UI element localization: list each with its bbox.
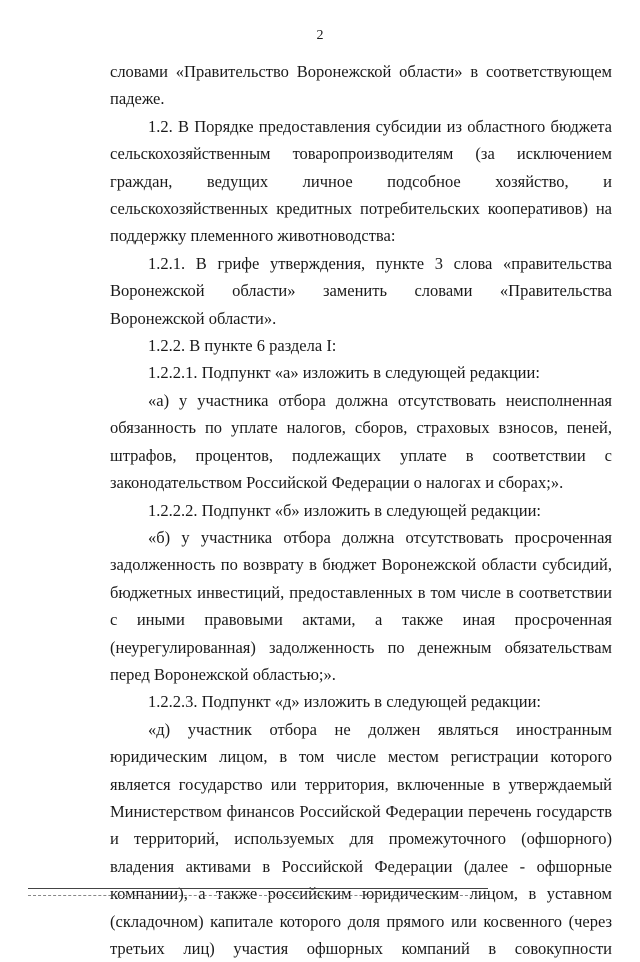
paragraph-subitem-b: «б) у участника отбора должна отсутствовать просроченная задолженность по возврату в бюджет Воронежской области субсидий, бюджетных инвестиций, предоставленных в том числе в соответствии с иными правовыми актами, а также иная просроченная (неурегулированная) задолженность по денежным обязательствам перед Воронежской областью;». — [110, 527, 612, 684]
footer-rule — [28, 888, 488, 889]
document-body — [110, 58, 612, 962]
footer-rule-secondary — [28, 895, 488, 896]
paragraph-continuation: словами «Правительство Воронежской области» в соответствующем падеже. — [110, 62, 612, 109]
paragraph-subitem-d: «д) участник отбора не должен являться иностранным юридическим лицом, в том числе местом регистрации которого является государство или территория, включенные в утверждаемый Министерством финансов Российской Федерации перечень государств и территорий, используемых для промежуточного (офшорного) владения активами в Российской Федерации (далее - офшорные компании), а также российским юридическим лицом, в уставном (складочном) капитале которого доля прямого или косвенного (через третьих лиц) участия офшорных компаний в совокупности — [110, 719, 612, 958]
paragraph-1-2-1: 1.2.1. В грифе утверждения, пункте 3 слова «правительства Воронежской области» заменить словами «Правительства Воронежской области». — [110, 253, 612, 328]
paragraph-subitem-a: «а) у участника отбора должна отсутствовать неисполненная обязанность по уплате налогов, сборов, страховых взносов, пеней, штрафов, процентов, подлежащих уплате в соответствии с законодательством Российской Федерации о налогах и сборах;». — [110, 390, 612, 493]
paragraph-1-2-2-2: 1.2.2.2. Подпункт «б» изложить в следующей редакции: — [148, 500, 541, 520]
paragraph-1-2-2-3: 1.2.2.3. Подпункт «д» изложить в следующей редакции: — [148, 692, 541, 712]
paragraph-1-2-2: 1.2.2. В пункте 6 раздела I: — [148, 336, 337, 356]
page-number: 2 — [316, 28, 324, 43]
paragraph-1-2: 1.2. В Порядке предоставления субсидии из областного бюджета сельскохозяйственным товаропроизводителям (за исключением граждан, ведущих личное подсобное хозяйство, и сельскохозяйственных кредитных потребительских кооперативов) на поддержку племенного животноводства: — [110, 116, 612, 246]
paragraph-1-2-2-1: 1.2.2.1. Подпункт «а» изложить в следующей редакции: — [148, 363, 540, 383]
